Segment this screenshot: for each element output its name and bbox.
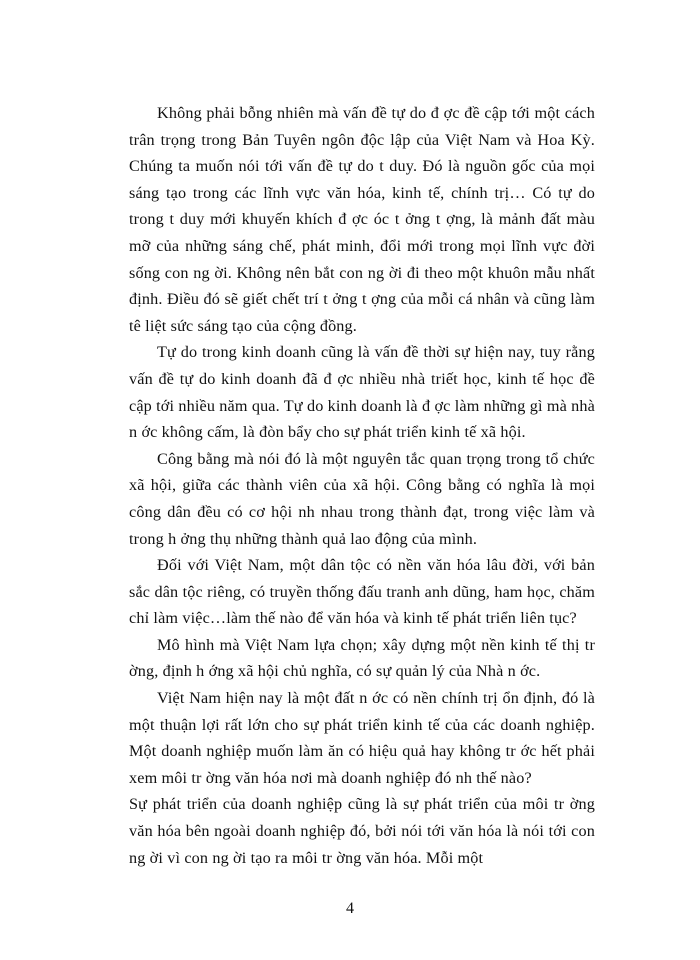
paragraph-freedom-of-thought: Không phải bỗng nhiên mà vấn đề tự do đ ợc đề cập tới một cách trân trọng trong Bản Tuyên ngôn độc lập của Việt Nam và Hoa Kỳ. Chúng ta muốn nói tới vấn đề tự do t duy. Đó là nguồn gốc của mọi sáng tạo trong các lĩnh vực văn hóa, kinh tế, chính trị… Có tự do trong t duy mới khuyến khích đ ợc óc t ởng t ợng, là mảnh đất màu mỡ của những sáng chế, phát minh, đổi mới trong mọi lĩnh vực đời sống con ng ời. Không nên bắt con ng ời đi theo một khuôn mẫu nhất định. Điều đó sẽ giết chết trí t ởng t ợng của mỗi cá nhân và cũng làm tê liệt sức sáng tạo của cộng đồng. bbox=[129, 104, 595, 335]
page-number: 4 bbox=[346, 900, 354, 917]
paragraph-development-model: Mô hình mà Việt Nam lựa chọn; xây dựng một nền kinh tế thị tr ờng, định h ớng xã hội chủ nghĩa, có sự quản lý của Nhà n ớc. bbox=[129, 635, 595, 681]
paragraph-equality: Công bằng mà nói đó là một nguyên tắc quan trọng trong tổ chức xã hội, giữa các thành viên của xã hội. Công bằng có nghĩa là mọi công dân đều có cơ hội nh nhau trong thành đạt, trong việc làm và trong h ởng thụ những thành quả lao động của mình. bbox=[129, 449, 595, 548]
document-body bbox=[129, 100, 595, 871]
paragraph-business-freedom: Tự do trong kinh doanh cũng là vấn đề thời sự hiện nay, tuy rằng vấn đề tự do kinh doanh đã đ ợc nhiều nhà triết học, kinh tế học đề cập tới nhiều năm qua. Tự do kinh doanh là đ ợc làm những gì mà nhà n ớc không cấm, là đòn bẩy cho sự phát triển kinh tế xã hội. bbox=[129, 343, 595, 442]
paragraph-enterprise-development: Sự phát triển của doanh nghiệp cũng là sự phát triển của môi tr ờng văn hóa bên ngoài doanh nghiệp đó, bởi nói tới văn hóa là nói tới con ng ời vì con ng ời tạo ra môi tr ờng văn hóa. Mỗi một bbox=[129, 795, 595, 867]
paragraph-vietnam-culture: Đối với Việt Nam, một dân tộc có nền văn hóa lâu đời, với bản sắc dân tộc riêng, có truyền thống đấu tranh anh dũng, ham học, chăm chỉ làm việc…làm thế nào để văn hóa và kinh tế phát triển liên tục? bbox=[129, 556, 595, 628]
paragraph-political-stability: Việt Nam hiện nay là một đất n ớc có nền chính trị ổn định, đó là một thuận lợi rất lớn cho sự phát triển kinh tế của các doanh nghiệp. Một doanh nghiệp muốn làm ăn có hiệu quả hay không tr ớc hết phải xem môi tr ờng văn hóa nơi mà doanh nghiệp đó nh thế nào? bbox=[129, 689, 595, 787]
